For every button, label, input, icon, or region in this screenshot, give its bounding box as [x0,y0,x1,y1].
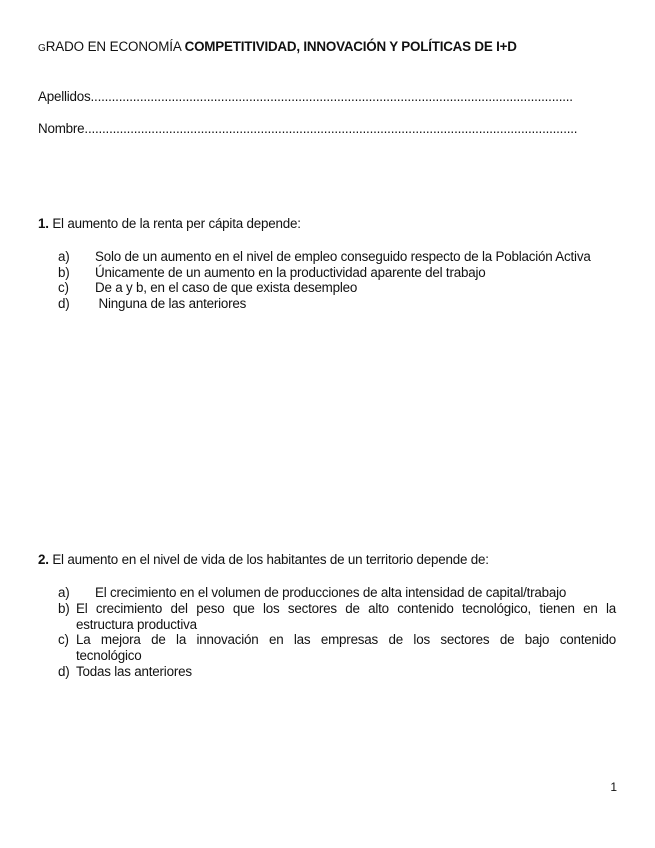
option-letter: a) [58,249,70,264]
nombre-field: Nombre............................................................................................................................................ [38,121,578,136]
q2-option-c [58,632,76,647]
q1-option-c [58,280,357,295]
option-letter: c) [58,280,69,295]
option-text-line: El crecimiento del peso que los sectores de alto contenido tecnológico, tienen en la [76,601,616,616]
title-prefix-g: G [38,43,46,54]
document-title [38,39,517,54]
option-letter: d) [58,664,70,679]
question-1 [38,216,301,231]
q2-option-c-text [76,632,616,663]
option-text: Ninguna de las anteriores [95,296,247,311]
question-1-text: El aumento de la renta per cápita depende: [52,216,301,231]
q2-option-d [58,664,192,679]
option-letter: a) [58,585,70,600]
question-1-number: 1. [38,216,49,231]
apellidos-field: Apellidos......................................................................................................................................... [38,89,573,104]
option-text-line: tecnológico [76,647,142,663]
option-letter: c) [58,632,69,647]
q2-option-b [58,601,76,616]
title-prefix: RADO EN ECONOMÍA [45,39,185,54]
question-2-number: 2. [38,552,49,567]
page-number: 1 [610,780,617,794]
option-text: Únicamente de un aumento en la productividad aparente del trabajo [95,265,486,280]
q2-option-b-text [76,601,616,632]
option-text: De a y b, en el caso de que exista desempleo [95,280,358,295]
option-letter: b) [58,601,70,616]
course-name: COMPETITIVIDAD, INNOVACIÓN Y POLÍTICAS DE I+D [184,39,517,54]
q2-option-a [58,585,566,600]
option-text: Solo de un aumento en el nivel de empleo conseguido respecto de la Población Activa [95,249,591,264]
q1-option-d [58,296,246,311]
question-2 [38,552,489,567]
option-text: El crecimiento en el volumen de producciones de alta intensidad de capital/trabajo [95,585,567,600]
option-letter: d) [58,296,70,311]
option-text-line: estructura productiva [76,616,197,632]
option-text-line: La mejora de la innovación en las empresas de los sectores de bajo contenido [76,632,616,647]
q1-option-b [58,265,485,280]
question-2-text: El aumento en el nivel de vida de los habitantes de un territorio depende de: [52,552,489,567]
option-text: Todas las anteriores [76,664,192,679]
q1-option-a [58,249,591,264]
option-letter: b) [58,265,70,280]
